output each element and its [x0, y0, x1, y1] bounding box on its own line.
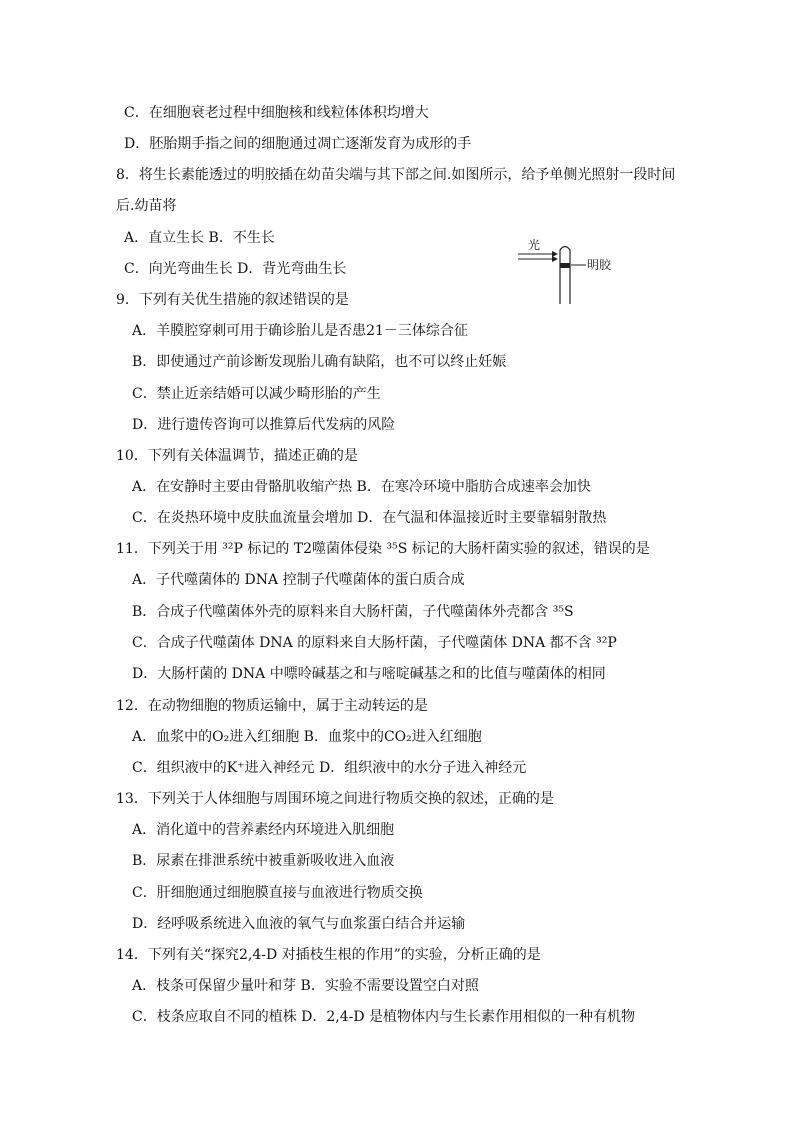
- q14-stem: 14．下列有关“探究2,4-D 对插枝生根的作用”的实验，分析正确的是: [116, 947, 541, 963]
- q9-option-d: D．进行遗传咨询可以推算后代发病的风险: [132, 417, 396, 433]
- q10-stem: 10．下列有关体温调节，描述正确的是: [116, 448, 358, 464]
- q11-stem: 11．下列关于用 ³²P 标记的 T2噬菌体侵染 ³⁵S 标记的大肠杆菌实验的叙述，错误的是: [116, 541, 650, 557]
- q8-stem-line1: 8．将生长素能透过的明胶插在幼苗尖端与其下部之间.如图所示，给予单侧光照射一段时间: [116, 167, 676, 183]
- light-arrowhead-upper: [552, 251, 558, 257]
- q13-stem: 13．下列关于人体细胞与周围环境之间进行物质交换的叙述，正确的是: [116, 791, 554, 807]
- gelatin-block: [560, 263, 570, 268]
- q13-option-d: D．经呼吸系统进入血液的氧气与血浆蛋白结合并运输: [132, 916, 466, 932]
- seedling-outline: [560, 247, 570, 305]
- q13-option-c: C．肝细胞通过细胞膜直接与血液进行物质交换: [132, 885, 423, 901]
- q9-option-a: A．羊膜腔穿刺可用于确诊胎儿是否患21－三体综合征: [132, 323, 468, 339]
- q10-options-ab: A．在安静时主要由骨骼肌收缩产热 B．在寒冷环境中脂肪合成速率会加快: [132, 479, 591, 495]
- q11-option-a: A．子代噬菌体的 DNA 控制子代噬菌体的蛋白质合成: [132, 572, 465, 588]
- q8-options-cd: C．向光弯曲生长 D．背光弯曲生长: [124, 261, 347, 277]
- q11-option-c: C．合成子代噬菌体 DNA 的原料来自大肠杆菌，子代噬菌体 DNA 都不含 ³²P: [132, 635, 617, 651]
- q11-option-b: B．合成子代噬菌体外壳的原料来自大肠杆菌，子代噬菌体外壳都含 ³⁵S: [132, 604, 574, 620]
- gelatin-label: 明胶: [587, 258, 612, 272]
- q8-stem-line2: 后.幼苗将: [116, 198, 177, 214]
- q7-option-d: D．胚胎期手指之间的细胞通过凋亡逐渐发育为成形的手: [124, 136, 472, 152]
- q11-option-d: D．大肠杆菌的 DNA 中嘌呤碱基之和与嘧啶碱基之和的比值与噬菌体的相同: [132, 666, 606, 682]
- q13-option-b: B．尿素在排泄系统中被重新吸收进入血液: [132, 853, 395, 869]
- q12-options-ab: A．血浆中的O₂进入红细胞 B．血浆中的CO₂进入红细胞: [132, 729, 482, 745]
- seedling-figure: [516, 234, 626, 314]
- q7-option-c: C．在细胞衰老过程中细胞核和线粒体体积均增大: [124, 105, 429, 121]
- q9-option-c: C．禁止近亲结婚可以减少畸形胎的产生: [132, 386, 381, 402]
- q10-options-cd: C．在炎热环境中皮肤血流量会增加 D．在气温和体温接近时主要靠辐射散热: [132, 510, 607, 526]
- q13-option-a: A．消化道中的营养素经内环境进入肌细胞: [132, 822, 395, 838]
- q9-option-b: B．即使通过产前诊断发现胎儿确有缺陷，也不可以终止妊娠: [132, 354, 507, 370]
- light-label: 光: [528, 238, 541, 252]
- q14-options-ab: A．枝条可保留少量叶和芽 B．实验不需要设置空白对照: [132, 978, 479, 994]
- q12-options-cd: C．组织液中的K⁺进入神经元 D．组织液中的水分子进入神经元: [132, 760, 527, 776]
- q8-options-ab: A．直立生长 B．不生长: [124, 230, 275, 246]
- q14-options-cd: C．枝条应取自不同的植株 D．2,4-D 是植物体内与生长素作用相似的一种有机物: [132, 1009, 636, 1025]
- q9-stem: 9．下列有关优生措施的叙述错误的是: [116, 292, 349, 308]
- q12-stem: 12．在动物细胞的物质运输中，属于主动转运的是: [116, 698, 428, 714]
- light-arrowhead-lower: [552, 256, 558, 262]
